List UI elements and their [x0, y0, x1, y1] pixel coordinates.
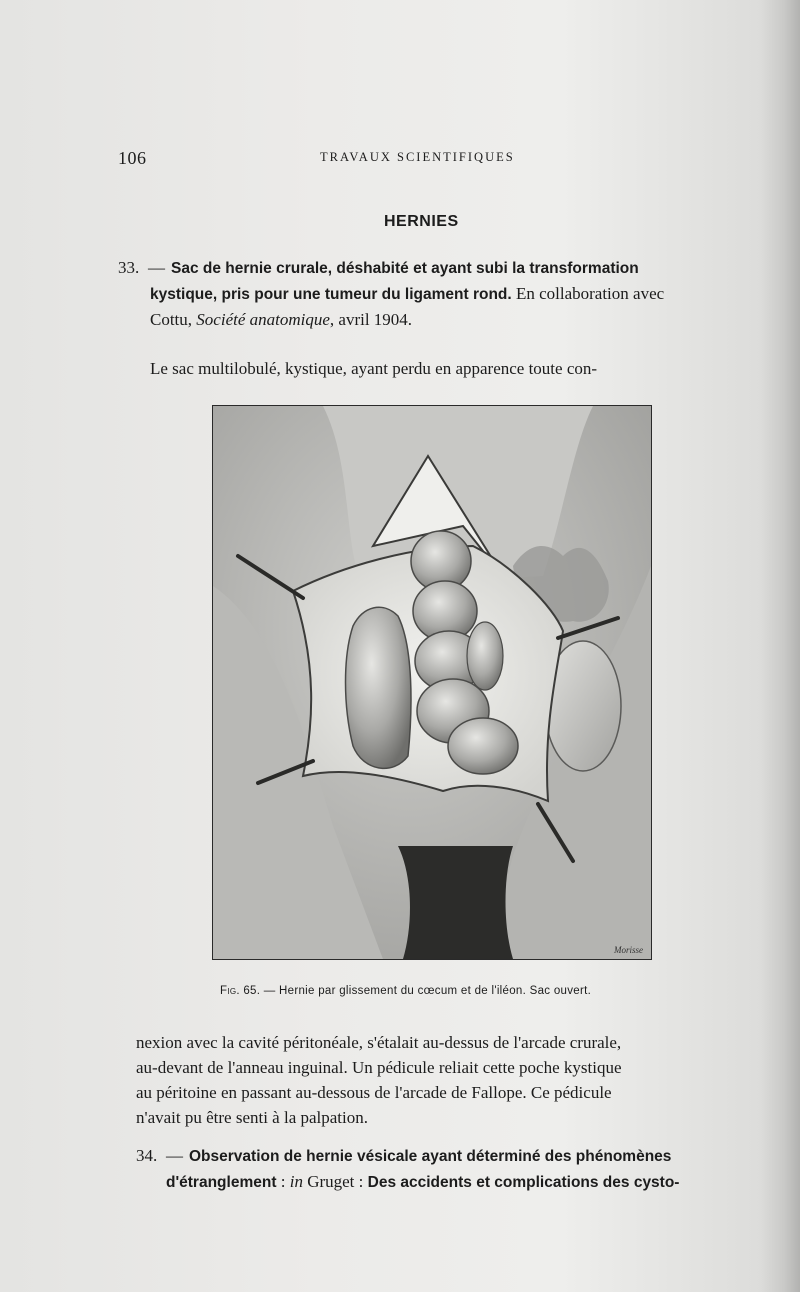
paragraph-2-line-3: au péritoine en passant au-dessous de l'arcade de Fallope. Ce pédicule: [136, 1083, 612, 1102]
entry-in: in: [289, 1172, 303, 1191]
entry-33: [118, 255, 758, 332]
caption-text: — Hernie par glissement du cœcum et de l'iléon. Sac ouvert.: [260, 985, 592, 997]
hernia-illustration: [213, 406, 651, 959]
entry-33-line-2: [118, 281, 758, 307]
entry-33-line-3: [118, 307, 758, 332]
entry-title: Observation de hernie vésicale ayant déterminé des phénomènes: [189, 1148, 672, 1165]
entry-33-line-1: [118, 255, 758, 281]
paragraph-1: Le sac multilobulé, kystique, ayant perdu en apparence toute con-: [150, 359, 598, 378]
entry-number: 33.: [118, 258, 140, 277]
caption-label: Fig. 65.: [220, 985, 261, 997]
entry-number: 34.: [136, 1146, 158, 1165]
entry-34-line-1: [136, 1143, 756, 1169]
figure-65: [212, 405, 652, 960]
paragraph-2-line-2: au-devant de l'anneau inguinal. Un pédicule reliait cette poche kystique: [136, 1058, 622, 1077]
intestine-cecum: [346, 607, 411, 768]
page-gutter-shadow: [760, 0, 800, 1292]
entry-title-cont: kystique, pris pour une tumeur du ligament rond.: [150, 286, 512, 303]
entry-collab: En collaboration avec: [511, 284, 665, 303]
entry-date: , avril 1904.: [329, 310, 413, 329]
entry-title-cont: d'étranglement: [166, 1174, 277, 1191]
paragraph-2: [136, 1030, 756, 1130]
entry-title: Sac de hernie crurale, déshabité et ayant subi la transformation: [171, 260, 639, 277]
intestine-lobe-6: [467, 622, 503, 690]
paragraph-2-line-1: nexion avec la cavité péritonéale, s'étalait au-dessus de l'arcade crurale,: [136, 1033, 622, 1052]
entry-34: [136, 1143, 756, 1195]
artist-signature: Morisse: [614, 945, 643, 955]
running-head: TRAVAUX SCIENTIFIQUES: [320, 150, 515, 164]
section-title: HERNIES: [384, 213, 459, 230]
entry-sep: :: [276, 1172, 290, 1191]
entry-dash: —: [166, 1146, 183, 1165]
page-number: 106: [118, 148, 147, 168]
paragraph-2-line-4: n'avait pu être senti à la palpation.: [136, 1108, 369, 1127]
entry-34-line-2: [136, 1169, 756, 1195]
entry-author: Cottu,: [150, 310, 197, 329]
entry-journal: Société anatomique: [196, 310, 330, 329]
entry-author: Gruget :: [302, 1172, 368, 1191]
dark-cleft: [398, 846, 513, 959]
figure-caption: [220, 985, 690, 997]
entry-dash: —: [148, 258, 165, 277]
entry-work-title: Des accidents et complications des cysto-: [367, 1174, 680, 1191]
intestine-lobe-5: [448, 718, 518, 774]
